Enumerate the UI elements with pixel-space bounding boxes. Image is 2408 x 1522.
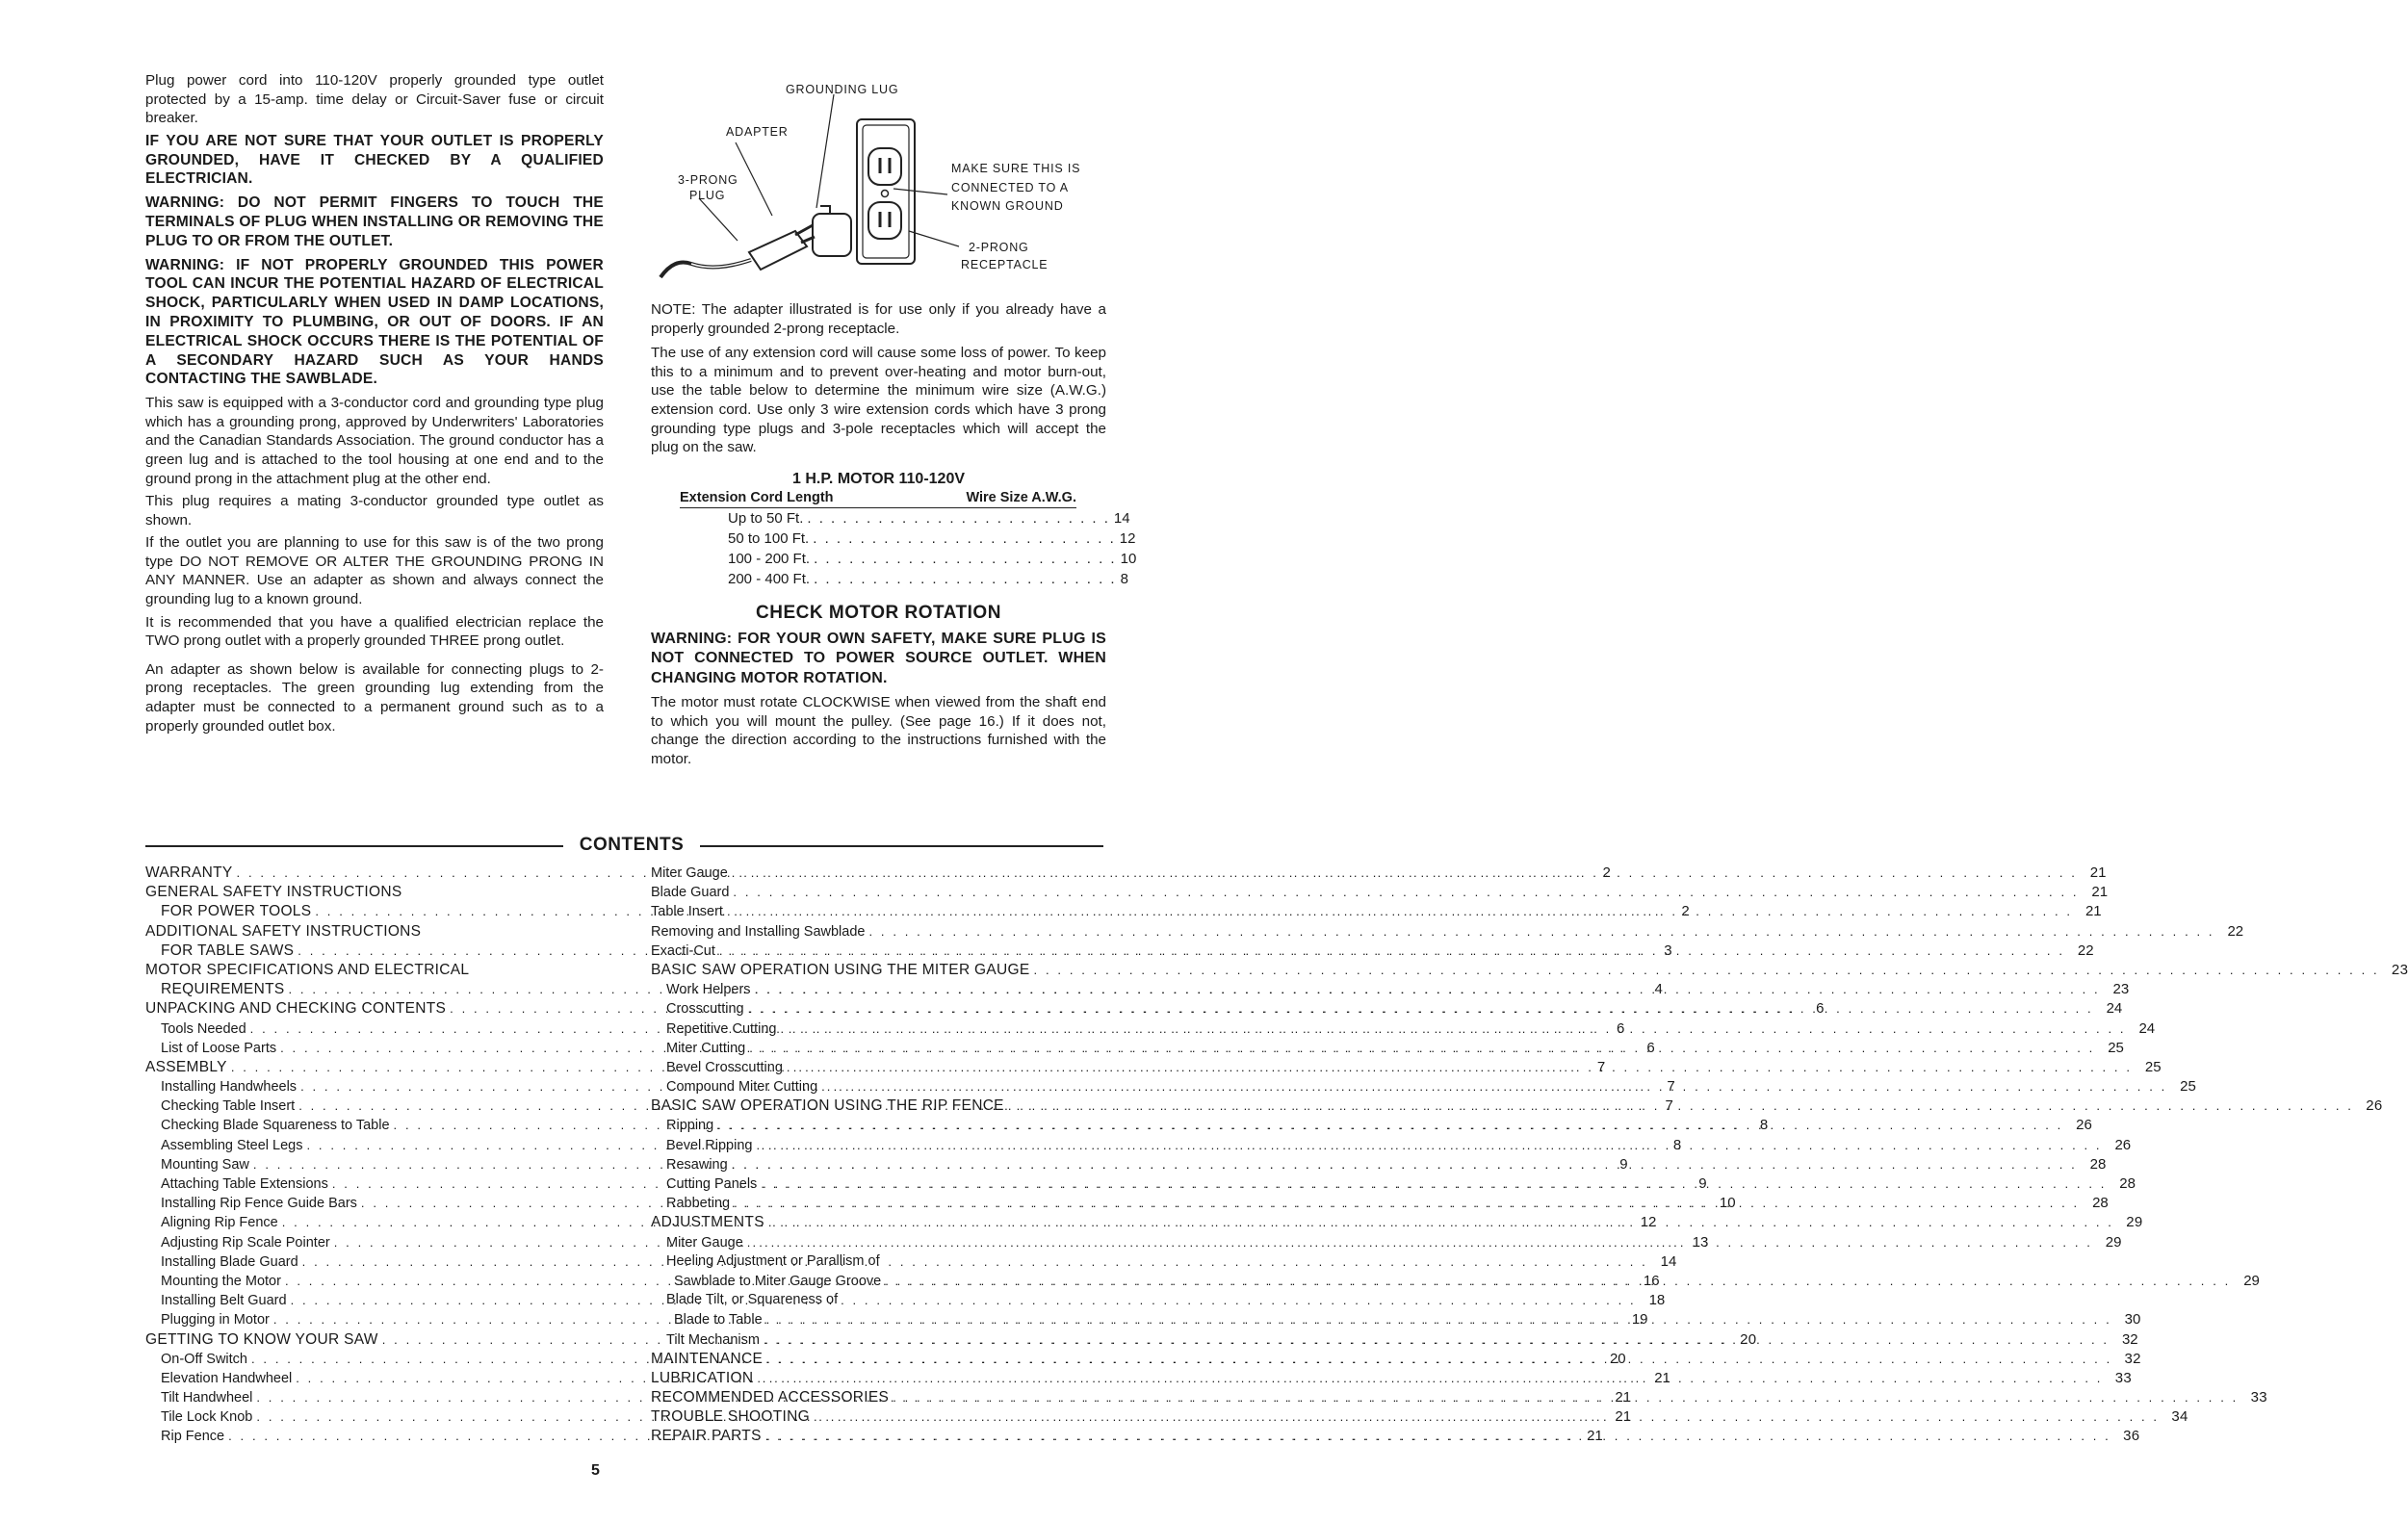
toc-entry-page: 32 (2124, 1350, 2141, 1367)
wire-size: 12 (1119, 529, 1136, 547)
toc-entry-page: 33 (2250, 1389, 2267, 1406)
toc-entry-title: Exacti-Cut (651, 942, 715, 959)
toc-entry-title: Tilt Handwheel (161, 1390, 253, 1406)
toc-entry (651, 1000, 2123, 1019)
toc-entry-page: 18 (1648, 1292, 1666, 1309)
toc-leader-dots (755, 982, 2101, 996)
toc-leader-dots (1034, 963, 2380, 977)
toc-entry-page: 21 (2084, 903, 2102, 920)
toc-entry-page: 8 (1672, 1136, 1682, 1153)
toc-entry-title: Sawblade to Miter Gauge Groove (674, 1273, 882, 1289)
toc-entry (651, 1136, 2132, 1156)
toc-entry-page: 19 (1631, 1311, 1648, 1329)
toc-entry-page: 21 (2089, 864, 2107, 881)
toc-entry-page: 21 (1615, 1389, 1632, 1406)
outlet-check-warning: IF YOU ARE NOT SURE THAT YOUR OUTLET IS PROPERLY GROUNDED, HAVE IT CHECKED BY A QUALIFIED ELECTRICIAN. (145, 132, 604, 188)
toc-entry-page: 9 (1698, 1175, 1707, 1192)
toc-entry-page: 32 (2121, 1330, 2138, 1348)
cord-length: Up to 50 Ft. (728, 509, 804, 527)
toc-entry-page: 7 (1667, 1078, 1675, 1096)
toc-entry-page: 2 (1681, 903, 1691, 920)
page-number: 5 (591, 1462, 600, 1479)
toc-entry-page: 29 (2126, 1214, 2143, 1231)
toc-entry-title: FOR TABLE SAWS (161, 942, 295, 959)
extension-cord-table (680, 489, 1137, 589)
toc-entry-page: 4 (1654, 981, 1664, 998)
toc-entry (651, 1175, 2136, 1195)
toc-leader-dots (756, 1138, 2102, 1152)
toc-entry-page: 22 (2227, 922, 2244, 940)
toc-entry-title: MAINTENANCE (651, 1350, 764, 1367)
toc-leader-dots (732, 865, 2078, 880)
toc-leader-dots (717, 1118, 2063, 1132)
intro-paragraph: Plug power cord into 110-120V properly grounded type outlet protected by a 15-amp. time delay or Circuit-Saver fuse or circuit breaker. (145, 72, 604, 127)
toc-leader-dots (766, 1312, 2112, 1327)
recommend-paragraph: It is recommended that you have a qualified electrician replace the TWO prong outlet with a properly grounded THREE prong outlet. (145, 613, 604, 650)
toc-entry-page: 36 (2123, 1428, 2140, 1445)
toc-leader-dots (732, 1157, 2078, 1172)
toc-entry-page: 29 (2105, 1233, 2122, 1251)
toc-entry-page: 22 (2077, 942, 2094, 959)
toc-entry (651, 1253, 1103, 1273)
three-prong-plug (749, 231, 807, 270)
rotation-paragraph: The motor must rotate CLOCKWISE when viewed from the shaft end to which you will mount the pulley. (See page 16.) If it does not, change the direction according to the instructions furnished with the motor. (651, 694, 1106, 768)
mating-outlet-paragraph: This plug requires a mating 3-conductor grounded type outlet as shown. (145, 493, 604, 529)
toc-entry-page: 8 (1759, 1117, 1769, 1134)
toc-entry (651, 1097, 2383, 1117)
toc-entry-page: 21 (2091, 884, 2109, 901)
toc-leader-dots (727, 904, 2073, 918)
toc-leader-dots (766, 1352, 2112, 1366)
toc-entry-page: 26 (2076, 1117, 2092, 1134)
toc-entry-title: LUBRICATION (651, 1369, 754, 1386)
make-sure-label-line2: CONNECTED TO A (951, 181, 1069, 194)
toc-leader-dots (734, 1196, 2080, 1210)
toc-entry-title: Plugging in Motor (161, 1312, 270, 1329)
right-column (651, 71, 1137, 773)
upper-outlet (868, 148, 901, 185)
toc-entry-title: Miter Gauge (651, 865, 728, 881)
toc-entry (145, 884, 604, 903)
toc-leader-dots (747, 1235, 2093, 1250)
toc-entry-page: 21 (1587, 1428, 1603, 1445)
toc-entry-title: Bevel Crosscutting (666, 1059, 783, 1075)
toc-entry-title: Crosscutting (666, 1001, 744, 1018)
toc-leader-dots (868, 924, 2214, 939)
toc-entry-title: ASSEMBLY (145, 1058, 227, 1075)
toc-entry-title: WARRANTY (145, 864, 233, 881)
toc-entry-title: Adjusting Rip Scale Pointer (161, 1234, 330, 1251)
toc-entry-page: 28 (2092, 1195, 2109, 1212)
toc-entry-title: Installing Blade Guard (161, 1253, 298, 1270)
motor-table-title: 1 H.P. MOTOR 110-120V (791, 470, 966, 487)
make-sure-label-line1: MAKE SURE THIS IS (951, 162, 1081, 175)
toc-entry-page: 9 (1619, 1155, 1628, 1173)
toc-entry-title: Miter Cutting (666, 1040, 746, 1056)
toc-entry (651, 884, 2109, 903)
toc-entry-title: ADJUSTMENTS (651, 1214, 764, 1231)
toc-entry-title: Compound Miter Cutting (666, 1079, 818, 1096)
toc-entry (651, 903, 2102, 922)
toc-entry (651, 1292, 1103, 1311)
toc-entry-page: 25 (2180, 1078, 2196, 1096)
two-prong-label-line2: RECEPTACLE (961, 258, 1049, 271)
toc-entry (651, 1058, 2162, 1078)
toc-entry-title: Attaching Table Extensions (161, 1176, 328, 1192)
leader-dots: . . . . . . . . . . . . . . . . . . . . . . . . . . (807, 509, 1110, 527)
toc-entry-title: Tile Lock Knob (161, 1409, 253, 1426)
adapter-diagram (651, 71, 1106, 295)
toc-entry-title: Mounting the Motor (161, 1273, 281, 1289)
toc-entry-title: Installing Belt Guard (161, 1293, 287, 1309)
toc-entry-page: 21 (1615, 1408, 1632, 1426)
toc-entry-title: BASIC SAW OPERATION USING THE MITER GAUGE (651, 961, 1030, 978)
wire-size: 10 (1120, 550, 1137, 567)
toc-entry-page: 13 (1692, 1233, 1709, 1251)
extension-cord-paragraph: The use of any extension cord will cause some loss of power. To keep this to a minimum and to prevent over-heating and motor burn-out, use the table below to determine the minimum wire size (A.W.G.) extension cord. Use only 3 wire extension cords which have 3 prong grounding type plugs and 3-pole receptacles which will accept the plug on the saw. (651, 345, 1106, 456)
toc-entry-title: List of Loose Parts (161, 1040, 277, 1056)
toc-entry-title: On-Off Switch (161, 1351, 247, 1367)
toc-leader-dots (757, 1371, 2103, 1385)
toc-entry-title: Heeling Adjustment or Parallism of (666, 1252, 880, 1269)
toc-entry-title: RECOMMENDED ACCESSORIES (651, 1389, 890, 1406)
plate-screw (882, 191, 889, 197)
toc-entry-page: 6 (1646, 1039, 1655, 1056)
contents-divider (145, 836, 1103, 855)
header-cord-length: Extension Cord Length (680, 489, 834, 505)
toc-entry-page: 12 (1640, 1214, 1657, 1231)
toc-entry (651, 1078, 2196, 1097)
two-prong-label-line1: 2-PRONG (969, 241, 1029, 254)
toc-entry-title: Resawing (666, 1156, 728, 1173)
toc-entry-page: 6 (1816, 1000, 1825, 1018)
toc-entry (651, 981, 2130, 1000)
grounding-lug (820, 206, 830, 214)
grounding-lug-label: GROUNDING LUG (786, 83, 899, 96)
toc-entry-title: Blade Guard (651, 885, 730, 901)
toc-entry-title: Rip Fence (161, 1429, 225, 1445)
toc-entry (651, 1039, 2124, 1059)
contents-heading: CONTENTS (569, 836, 694, 855)
toc-entry-title: Blade to Table (674, 1312, 763, 1329)
toc-entry-page: 30 (2124, 1311, 2141, 1329)
toc-entry-title: Repetitive Cutting (666, 1020, 777, 1037)
toc-entry-title: Assembling Steel Legs (161, 1137, 303, 1153)
toc-entry-page: 20 (1609, 1350, 1626, 1367)
cord-length: 50 to 100 Ft. (728, 529, 810, 547)
contents-rule-right (700, 845, 1103, 847)
rotation-warning: WARNING: FOR YOUR OWN SAFETY, MAKE SURE PLUG IS NOT CONNECTED TO POWER SOURCE OUTLET. WHEN CHANGING MOTOR ROTATION. (651, 630, 1106, 686)
toc-leader-dots (780, 1021, 2126, 1036)
toc-entry-page: 21 (1654, 1369, 1670, 1386)
check-motor-rotation-heading: CHECK MOTOR ROTATION (756, 602, 1001, 623)
cord-length: 200 - 400 Ft. (728, 570, 811, 587)
fingers-warning: WARNING: DO NOT PERMIT FINGERS TO TOUCH THE TERMINALS OF PLUG WHEN INSTALLING OR REMOVING THE PLUG TO OR FROM THE OUTLET. (145, 194, 604, 249)
extension-table-header (680, 490, 1076, 508)
two-prong-paragraph: If the outlet you are planning to use for this saw is of the two prong type DO NOT REMOVE OR ALTER THE GROUNDING PRONG IN ANY MANNER. Use an adapter as shown and always connect the grounding lug to a known ground. (145, 534, 604, 608)
table-row (728, 569, 1128, 589)
leader-dots: . . . . . . . . . . . . . . . . . . . . . . . . . . (813, 529, 1116, 547)
toc-entry-page: 24 (2138, 1019, 2156, 1037)
toc-entry-page: 7 (1596, 1058, 1606, 1075)
toc-entry-page: 6 (1617, 1019, 1625, 1037)
power-cord (660, 260, 751, 277)
toc-entry-title: Table Insert (651, 904, 723, 920)
toc-leader-dots (814, 1409, 2160, 1424)
toc-entry-page: 28 (2119, 1175, 2136, 1192)
toc-entry-title: REQUIREMENTS (161, 981, 285, 998)
wire-size: 8 (1120, 570, 1128, 587)
toc-entry-title: GENERAL SAFETY INSTRUCTIONS (145, 884, 402, 901)
toc-entry-title: Elevation Handwheel (161, 1370, 293, 1386)
toc-entry-title: GETTING TO KNOW YOUR SAW (145, 1330, 378, 1348)
adapter-body (813, 214, 851, 256)
three-prong-label-line1: 3-PRONG (678, 173, 738, 187)
toc-entry-title: Miter Gauge (666, 1234, 743, 1251)
table-row (728, 508, 1130, 529)
toc-entry-page: 16 (1643, 1272, 1660, 1289)
toc-entry-page: 24 (2106, 1000, 2123, 1018)
toc-leader-dots (1008, 1098, 2354, 1113)
toc-leader-dots (719, 943, 2065, 958)
toc-entry-title: TROUBLE SHOOTING (651, 1408, 810, 1426)
toc-entry-title: Rabbeting (666, 1196, 731, 1212)
wire-size: 14 (1113, 509, 1130, 527)
toc-entry-title: Blade Tilt, or Squareness of (666, 1292, 839, 1308)
toc-entry-page: 20 (1740, 1330, 1757, 1348)
toc-entry-page: 23 (2112, 981, 2130, 998)
toc-entry-page: 2 (1602, 864, 1612, 881)
toc-entry-title: Aligning Rip Fence (161, 1215, 278, 1231)
toc-leader-dots (749, 1041, 2095, 1055)
extension-table-rows (680, 508, 1137, 589)
contents-rule-left (145, 845, 563, 847)
toc-entry-page: 10 (1719, 1195, 1736, 1212)
toc-entry-page: 25 (2144, 1058, 2162, 1075)
cord-paragraph: This saw is equipped with a 3-conductor cord and grounding type plug which has a grounding prong, approved by Underwriters' Laboratories and the Canadian Standards Association. The ground conductor has a green lug and is attached to the tool housing at one end and to the ground prong in the attachment plug at the other end. (145, 395, 604, 487)
toc-entry-title: Bevel Ripping (666, 1137, 753, 1153)
toc-entry-title: REPAIR PARTS (651, 1428, 762, 1445)
toc-leader-dots (764, 1332, 2110, 1347)
left-column (145, 71, 604, 739)
toc-leader-dots (761, 1176, 2107, 1191)
header-wire-size: Wire Size A.W.G. (966, 489, 1076, 505)
toc-entry-page: 34 (2171, 1408, 2188, 1426)
adapter-note: NOTE: The adapter illustrated is for use only if you already have a properly grounded 2-prong receptacle. (651, 301, 1106, 337)
toc-entry (651, 922, 2244, 942)
toc-entry (145, 923, 604, 942)
toc-entry-title: Tilt Mechanism (666, 1331, 760, 1348)
toc-entry-page: 28 (2089, 1155, 2107, 1173)
toc-entry-title: Tools Needed (161, 1020, 246, 1037)
toc-entry (145, 962, 604, 981)
toc-entry-title: Ripping (666, 1118, 714, 1134)
toc-entry (651, 961, 2408, 981)
toc-entry (651, 1155, 2107, 1175)
table-row (728, 529, 1136, 549)
toc-entry-title: Installing Handwheels (161, 1079, 298, 1096)
three-prong-label-line2: PLUG (689, 189, 726, 202)
toc-entry-title: Mounting Saw (161, 1156, 249, 1173)
make-sure-label-line3: KNOWN GROUND (951, 199, 1064, 213)
leader-dots: . . . . . . . . . . . . . . . . . . . . . . . . . . (814, 550, 1117, 567)
toc-leader-dots (821, 1079, 2167, 1094)
toc-entry-page: 3 (1664, 942, 1672, 959)
toc-entry-title: MOTOR SPECIFICATIONS AND ELECTRICAL (145, 961, 470, 978)
lower-outlet (868, 202, 901, 239)
toc-leader-dots (893, 1390, 2239, 1405)
toc-entry-title: UNPACKING AND CHECKING CONTENTS (145, 1000, 447, 1018)
toc-entry-title: Removing and Installing Sawblade (651, 923, 866, 940)
toc-entry-title: Checking Table Insert (161, 1098, 296, 1115)
toc-entry (651, 942, 2094, 962)
cord-length: 100 - 200 Ft. (728, 550, 811, 567)
toc-entry-title: Cutting Panels (666, 1176, 758, 1192)
toc-entry-page: 26 (2366, 1097, 2383, 1115)
table-row (728, 549, 1137, 569)
toc-entry-title: Work Helpers (666, 982, 751, 998)
toc-leader-dots (748, 1001, 2094, 1016)
toc-leader-dots (885, 1274, 2231, 1288)
receptacle-plate (857, 119, 915, 264)
toc-entry-page: 14 (1660, 1252, 1677, 1270)
toc-entry-page: 29 (2243, 1272, 2260, 1289)
toc-entry-title: Installing Rip Fence Guide Bars (161, 1196, 357, 1212)
toc-entry-title: Checking Blade Squareness to Table (161, 1118, 390, 1134)
toc-leader-dots (787, 1060, 2133, 1074)
adapter-label: ADAPTER (726, 125, 789, 139)
adapter-paragraph: An adapter as shown below is available for connecting plugs to 2-prong receptacles. The green grounding lug extending from the adapter must be connected to a permanent ground such as to a properly grounded outlet box. (145, 660, 604, 735)
leader-dots: . . . . . . . . . . . . . . . . . . . . . . . . . . (814, 570, 1117, 587)
toc-entry-page: 26 (2114, 1136, 2132, 1153)
toc-entry-title: ADDITIONAL SAFETY INSTRUCTIONS (145, 922, 422, 940)
grounding-warning: WARNING: IF NOT PROPERLY GROUNDED THIS POWER TOOL CAN INCUR THE POTENTIAL HAZARD OF ELECTRICAL SHOCK, PARTICULARLY WHEN USED IN DAMP LOCATIONS, IN PROXIMITY TO PLUMBING, OR OUT OF DOORS. IF AN ELECTRICAL SHOCK OCCURS THERE IS THE POTENTIAL OF A SECONDARY HAZARD SUCH AS YOUR HANDS CONTACTING THE SAWBLADE. (145, 256, 604, 388)
toc-leader-dots (733, 885, 2079, 899)
toc-leader-dots (765, 1429, 2111, 1443)
toc-entry (651, 864, 2107, 884)
toc-entry-page: 7 (1665, 1097, 1673, 1115)
toc-entry-title: BASIC SAW OPERATION USING THE RIP FENCE (651, 1097, 1004, 1115)
toc-entry (651, 1019, 2156, 1040)
toc-entry-title: FOR POWER TOOLS (161, 903, 312, 920)
toc-entry-page: 25 (2108, 1039, 2124, 1056)
toc-entry (651, 1117, 2092, 1136)
toc-entry-page: 33 (2114, 1369, 2133, 1386)
toc-leader-dots (768, 1215, 2114, 1229)
toc-entry-page: 23 (2391, 961, 2408, 978)
